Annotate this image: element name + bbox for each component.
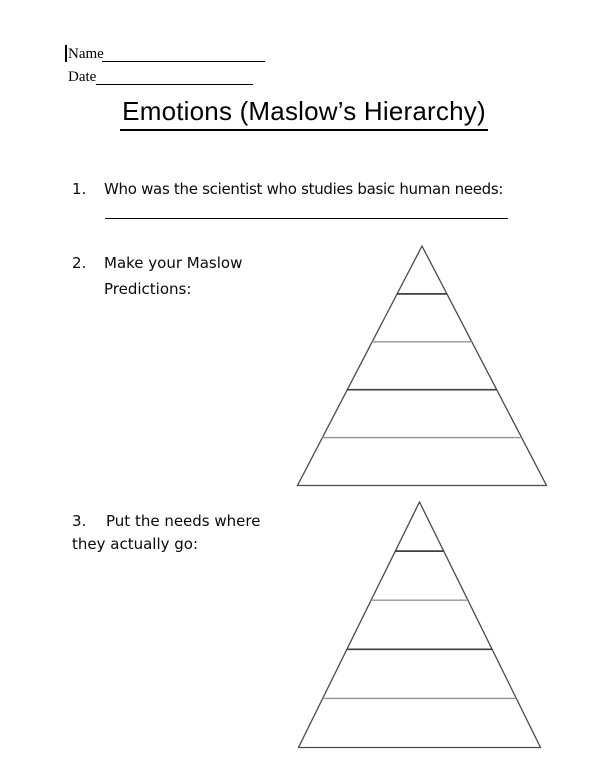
- question-2-number: 2.: [72, 254, 87, 272]
- question-1-text: Who was the scientist who studies basic human needs:: [104, 180, 504, 198]
- name-label: Name: [68, 46, 104, 62]
- text-cursor-icon: [65, 45, 67, 62]
- actual-pyramid-diagram: [297, 501, 542, 749]
- predictions-pyramid-diagram: [296, 245, 548, 487]
- question-3-text-line-2: they actually go:: [72, 535, 199, 553]
- question-2-text-line-2: Predictions:: [104, 280, 192, 298]
- pyramid-outline: [299, 502, 541, 748]
- actual-pyramid-svg: [297, 501, 542, 749]
- question-1-number: 1.: [72, 180, 87, 198]
- name-blank-field[interactable]: [102, 44, 265, 62]
- date-label: Date: [68, 69, 97, 85]
- question-3-number: 3.: [72, 512, 87, 530]
- date-blank-field[interactable]: [96, 67, 253, 85]
- question-3-text-line-1: Put the needs where: [106, 512, 261, 530]
- question-1-answer-field[interactable]: [105, 201, 508, 219]
- predictions-pyramid-svg: [296, 245, 548, 487]
- question-2-text-line-1: Make your Maslow: [104, 254, 243, 272]
- title-row: [0, 96, 608, 131]
- page-title: Emotions (Maslow’s Hierarchy): [120, 96, 488, 131]
- pyramid-outline: [298, 246, 547, 486]
